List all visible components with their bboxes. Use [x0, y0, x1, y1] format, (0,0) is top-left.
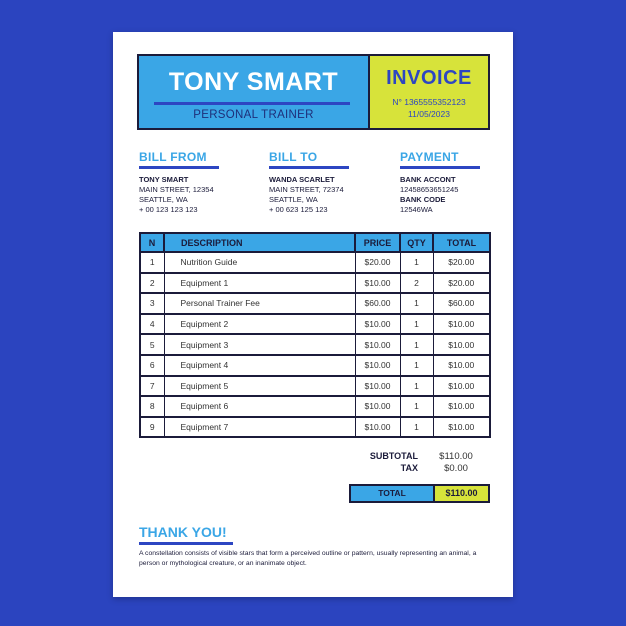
row-price: $60.00	[355, 293, 400, 314]
col-header-n: N	[140, 233, 164, 252]
row-total: $60.00	[433, 293, 490, 314]
table-row	[140, 293, 490, 314]
invoice-title: INVOICE	[386, 67, 472, 89]
row-description: Equipment 4	[164, 355, 355, 376]
row-number: 4	[140, 314, 164, 335]
table-row	[140, 396, 490, 417]
subtotal-label: SUBTOTAL	[369, 451, 418, 461]
row-price: $10.00	[355, 314, 400, 335]
row-price: $10.00	[355, 355, 400, 376]
row-number: 5	[140, 334, 164, 355]
row-description: Personal Trainer Fee	[164, 293, 355, 314]
row-description: Equipment 3	[164, 334, 355, 355]
bill-to-name: WANDA SCARLET	[269, 175, 335, 184]
row-description: Equipment 2	[164, 314, 355, 335]
table-row	[140, 252, 490, 273]
bill-from-name: TONY SMART	[139, 175, 189, 184]
payment-section	[400, 150, 510, 215]
trainer-name: TONY SMART	[168, 68, 339, 96]
row-qty: 2	[400, 273, 433, 294]
row-qty: 1	[400, 417, 433, 438]
items-table	[139, 232, 491, 438]
row-total: $10.00	[433, 355, 490, 376]
total-value: $110.00	[435, 486, 488, 501]
row-total: $20.00	[433, 273, 490, 294]
invoice-block	[370, 56, 488, 128]
bank-account-label: BANK ACCONT	[400, 175, 456, 184]
table-row	[140, 273, 490, 294]
bill-to-street: MAIN STREET, 72374	[269, 185, 344, 194]
row-total: $10.00	[433, 334, 490, 355]
row-description: Equipment 1	[164, 273, 355, 294]
thank-you-underline	[139, 542, 233, 545]
row-qty: 1	[400, 293, 433, 314]
invoice-number: N° 1365555352123	[392, 97, 466, 107]
row-qty: 1	[400, 314, 433, 335]
row-description: Equipment 7	[164, 417, 355, 438]
bill-from-city: SEATTLE, WA	[139, 195, 188, 204]
payment-title: PAYMENT	[400, 150, 459, 164]
row-number: 1	[140, 252, 164, 273]
bill-to-phone: + 00 623 125 123	[269, 205, 328, 214]
table-row	[140, 376, 490, 397]
invoice-date: 11/05/2023	[408, 109, 450, 119]
bill-to-title: BILL TO	[269, 150, 318, 164]
bill-from-section	[139, 150, 249, 215]
col-header-description: DESCRIPTION	[164, 233, 355, 252]
row-number: 9	[140, 417, 164, 438]
row-price: $10.00	[355, 273, 400, 294]
name-underline	[154, 102, 350, 105]
brand-block	[139, 56, 370, 128]
row-qty: 1	[400, 376, 433, 397]
invoice-header	[137, 54, 490, 130]
row-total: $20.00	[433, 252, 490, 273]
col-header-qty: QTY	[400, 233, 433, 252]
table-row	[140, 334, 490, 355]
row-total: $10.00	[433, 417, 490, 438]
row-number: 2	[140, 273, 164, 294]
invoice-page	[113, 32, 513, 597]
bill-to-underline	[269, 166, 349, 169]
col-header-price: PRICE	[355, 233, 400, 252]
table-row	[140, 314, 490, 335]
total-box	[349, 484, 490, 503]
tax-label: TAX	[400, 463, 418, 473]
bank-code-label: BANK CODE	[400, 195, 446, 204]
row-qty: 1	[400, 396, 433, 417]
row-total: $10.00	[433, 376, 490, 397]
col-header-total: TOTAL	[433, 233, 490, 252]
row-price: $10.00	[355, 376, 400, 397]
row-number: 7	[140, 376, 164, 397]
bill-from-phone: + 00 123 123 123	[139, 205, 198, 214]
thank-you-heading: THANK YOU!	[139, 524, 227, 540]
row-number: 6	[140, 355, 164, 376]
bank-account-value: 12458653651245	[400, 185, 459, 194]
row-total: $10.00	[433, 396, 490, 417]
row-price: $10.00	[355, 396, 400, 417]
table-row	[140, 355, 490, 376]
row-qty: 1	[400, 355, 433, 376]
total-label: TOTAL	[351, 486, 435, 501]
bill-to-section	[269, 150, 379, 215]
subtotal-value: $110.00	[439, 451, 473, 462]
row-qty: 1	[400, 252, 433, 273]
bill-from-underline	[139, 166, 219, 169]
bill-from-title: BILL FROM	[139, 150, 207, 164]
row-price: $10.00	[355, 417, 400, 438]
tax-value: $0.00	[444, 463, 468, 474]
row-price: $20.00	[355, 252, 400, 273]
row-description: Equipment 6	[164, 396, 355, 417]
row-description: Nutrition Guide	[164, 252, 355, 273]
row-qty: 1	[400, 334, 433, 355]
row-price: $10.00	[355, 334, 400, 355]
row-number: 3	[140, 293, 164, 314]
bill-from-street: MAIN STREET, 12354	[139, 185, 214, 194]
row-number: 8	[140, 396, 164, 417]
row-total: $10.00	[433, 314, 490, 335]
payment-underline	[400, 166, 480, 169]
bank-code-value: 12546WA	[400, 205, 433, 214]
trainer-role: PERSONAL TRAINER	[193, 109, 314, 121]
footer-note: A constellation consists of visible stars that form a perceived outline or pattern, usually representing an animal, a person or mythological creature, or an inanimate object.	[139, 550, 477, 567]
row-description: Equipment 5	[164, 376, 355, 397]
table-header-row	[140, 233, 490, 252]
bill-to-city: SEATTLE, WA	[269, 195, 318, 204]
table-row	[140, 417, 490, 438]
